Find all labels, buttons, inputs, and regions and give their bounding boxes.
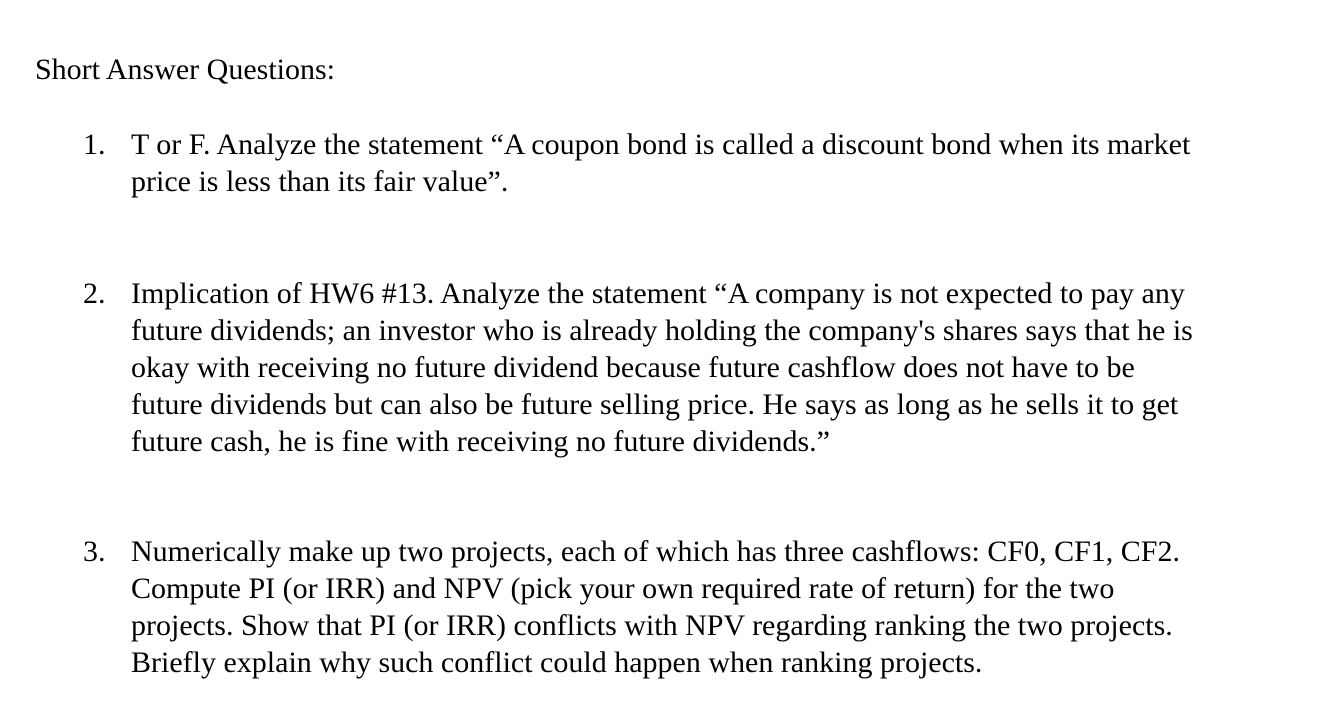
question-text-line: okay with receiving no future dividend because future cashflow does not have to be: [131, 351, 1135, 384]
question-number: 3.: [83, 535, 106, 568]
question-text-line: T or F. Analyze the statement “A coupon bond is called a discount bond when its market: [131, 128, 1191, 161]
question-text-line: future cash, he is fine with receiving no future dividends.”: [131, 425, 830, 458]
question-number: 2.: [83, 277, 106, 310]
question-item: [83, 533, 1298, 681]
section-heading: Short Answer Questions:: [35, 53, 335, 86]
question-text-line: projects. Show that PI (or IRR) conflicts with NPV regarding ranking the two projects.: [131, 609, 1173, 642]
question-text-line: future dividends but can also be future selling price. He says as long as he sells it to get: [131, 388, 1179, 421]
question-text-line: price is less than its fair value”.: [131, 165, 509, 198]
question-text-line: Implication of HW6 #13. Analyze the statement “A company is not expected to pay any: [131, 277, 1185, 310]
question-item: [83, 275, 1298, 460]
question-text-line: Briefly explain why such conflict could happen when ranking projects.: [131, 646, 983, 679]
question-text-line: Compute PI (or IRR) and NPV (pick your own required rate of return) for the two: [131, 572, 1115, 605]
question-text-line: Numerically make up two projects, each of which has three cashflows: CF0, CF1, CF2.: [131, 535, 1180, 568]
question-text-line: future dividends; an investor who is already holding the company's shares says that he is: [131, 314, 1193, 347]
question-number: 1.: [83, 128, 106, 161]
question-item: [83, 126, 1298, 200]
